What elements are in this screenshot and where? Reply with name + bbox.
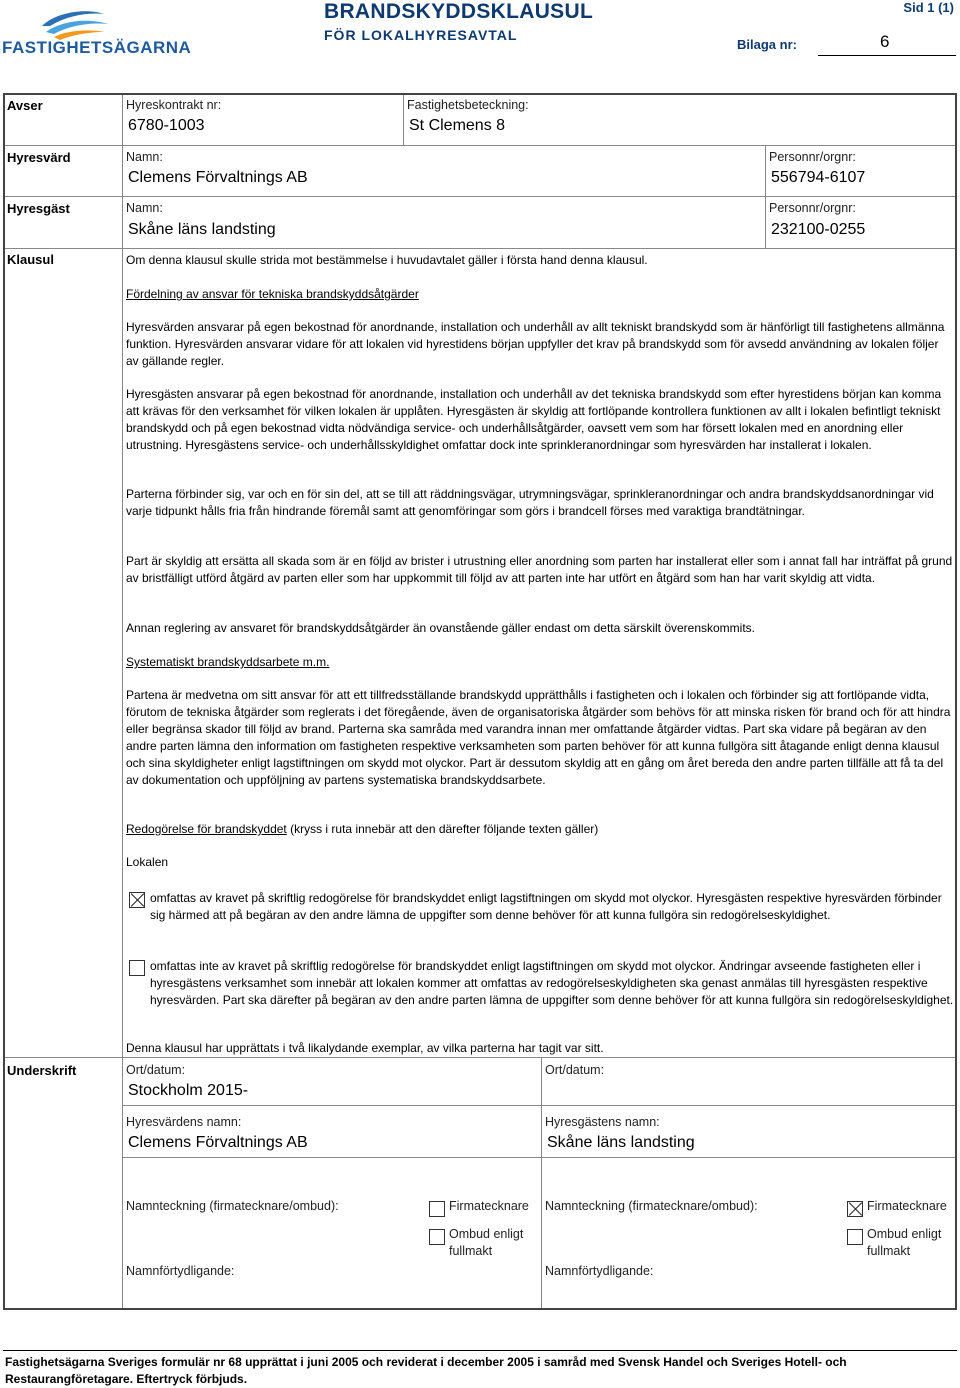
option-not-required-checkbox[interactable]	[129, 960, 145, 976]
copies-text: Denna klausul har upprättats i två likalydande exemplar, av vilka parterna har tagit var sitt.	[126, 1041, 604, 1055]
property-field[interactable]: St Clemens 8	[409, 117, 506, 134]
clause-precedence-text: Om denna klausul skulle strida mot bestämmelse i huvudavtalet gäller i första hand denna klausul.	[126, 253, 648, 267]
section-avser: Avser	[7, 98, 43, 113]
footer-divider	[3, 1350, 957, 1351]
section-underskrift: Underskrift	[7, 1063, 77, 1078]
tenant-firmatecknare-checkbox[interactable]	[847, 1201, 863, 1217]
tenant-clarification-label: Namnförtydligande:	[545, 1264, 654, 1278]
landlord-responsibility-text: Hyresvärden ansvarar på egen bekostnad för anordnande, installation och underhåll av allt tekniskt brandskydd som är hänförligt till fastighetens allmänna funktion. Hyresvärden ansvarar vidare för att lokalen vid hyrestidens början uppfyller det krav på brandskydd som för avsedd användning av lokalen följer av gällande regler.	[126, 320, 945, 368]
systematic-work-text: Partena är medvetna om sitt ansvar för att ett tillfredsställande brandskydd upprätthålls i fastigheten och i lokalen och förbinder sig att fortlöpande vidta, förutom de tekniska åtgärder som reglerats i det föregående, även de organisatoriska åtgärder som behövs för att minska risken för brand och för att hindra eller begränsa skador till följd av brand. Parterna ska samråda med varandra innan mer omfattande åtgärder vidtas. Part ska vidare på begäran av den andre parten lämna den information om fastigheten respektive verksamheten som parten behöver för att kunna fullgöra sitt åtagande enligt denna klausul och sina skyldigheter enligt lagstiftningen om skydd mot olyckor. Part är dessutom skyldig att en gång om året bereda den andre parten tillfälle att få ta del av dokumentation och uppföljning av partens systematiska brandskyddsarbete.	[126, 688, 951, 787]
document-title: BRANDSKYDDSKLAUSUL	[324, 0, 594, 23]
landlord-place-label: Ort/datum:	[126, 1063, 186, 1077]
contract-label: Hyreskontrakt nr:	[126, 98, 222, 112]
bilaga-underline	[818, 55, 956, 56]
avser-divider	[403, 95, 404, 145]
row-divider	[5, 1057, 955, 1058]
tenant-signer-field[interactable]: Skåne läns landsting	[547, 1134, 695, 1151]
landlord-clarification-label: Namnförtydligande:	[126, 1264, 235, 1278]
document-subtitle: FÖR LOKALHYRESAVTAL	[324, 27, 518, 43]
label-column-divider	[122, 95, 123, 1308]
landlord-signer-field[interactable]: Clemens Förvaltnings AB	[128, 1134, 308, 1151]
section-hyresvard: Hyresvärd	[7, 150, 71, 165]
tenant-name-field[interactable]: Skåne läns landsting	[128, 221, 276, 238]
lokalen-label: Lokalen	[126, 855, 169, 869]
party-id-divider	[765, 146, 766, 248]
bilaga-field[interactable]: 6	[880, 32, 890, 51]
option-required-checkbox[interactable]	[129, 892, 145, 908]
tenant-signature-label: Namnteckning (firmatecknare/ombud):	[545, 1199, 758, 1213]
tenant-responsibility-text: Hyresgästen ansvarar på egen bekostnad för anordnande, installation och underhåll av det tekniska brandskydd som efter hyrestidens början kan komma att krävas för den verksamhet för vilken lokalen är upplåten. Hyresgästen är skyldig att fortlöpande kontrollera funktionen av allt i lokalen befintligt tekniskt brandskydd och på egen bekostnad vidta nödvändiga service- och underhållsåtgärder, oavsett vem som har försett lokalen med en anordning eller utrustning. Hyresgästens service- och underhållsskyldighet omfattar dock inte sprinkleranordningar som hyresvärden har installerat i lokalen.	[126, 387, 942, 452]
tenant-id-field[interactable]: 232100-0255	[771, 221, 866, 238]
row-divider	[5, 248, 955, 249]
other-regulation-text: Annan reglering av ansvaret för brandskyddsåtgärder än ovanstående gäller endast om detta särskilt överenskommits.	[126, 621, 756, 635]
landlord-signer-label: Hyresvärdens namn:	[126, 1115, 242, 1129]
landlord-name-label: Namn:	[126, 150, 163, 164]
section-klausul: Klausul	[7, 252, 54, 267]
damages-text: Part är skyldig att ersätta all skada som är en följd av brister i utrustning eller anordning som parten har installerat eller som i annat fall har inträffat på grund av bristfälligt utförd åtgärd av parten eller som har uppkommit till följd av att parten inte har utfört en åtgärd som han har varit skyldig att vidta.	[126, 554, 953, 585]
landlord-firmatecknare-checkbox[interactable]	[429, 1201, 445, 1217]
row-divider	[5, 145, 955, 146]
logo-text: FASTIGHETSÄGARNA	[2, 38, 192, 57]
row-divider	[5, 196, 955, 197]
signature-divider	[541, 1058, 542, 1308]
footer-text: Fastighetsägarna Sveriges formulär nr 68 upprättat i juni 2005 och reviderat i december 2005 i samråd med Svensk Handel och Sveriges Hotell- och Restaurangföretagare. Eftertryck förbjuds.	[5, 1355, 847, 1386]
landlord-id-field[interactable]: 556794-6107	[771, 169, 866, 186]
landlord-ombud-checkbox[interactable]	[429, 1229, 445, 1245]
heading-account-note: (kryss i ruta innebär att den därefter följande texten gäller)	[286, 822, 599, 836]
row-divider	[123, 1105, 955, 1106]
bilaga-label: Bilaga nr:	[737, 37, 797, 52]
section-hyresgast: Hyresgäst	[7, 201, 70, 216]
page-number: Sid 1 (1)	[903, 0, 954, 15]
heading-account-underlined: Redogörelse för brandskyddet	[126, 822, 287, 836]
escape-routes-text: Parterna förbinder sig, var och en för sin del, att se till att räddningsvägar, utrymningsvägar, sprinkleranordningar och andra brandskyddsanordningar vid varje tidpunkt hålls fria från hindrande föremål samt att genomföringar som görs i brandcell förses med varaktiga brandtätningar.	[126, 487, 934, 518]
tenant-name-label: Namn:	[126, 201, 163, 215]
tenant-ombud-checkbox[interactable]	[847, 1229, 863, 1245]
contract-number-field[interactable]: 6780-1003	[128, 117, 205, 134]
landlord-name-field[interactable]: Clemens Förvaltnings AB	[128, 169, 308, 186]
tenant-id-label: Personnr/orgnr:	[769, 201, 856, 215]
property-label: Fastighetsbeteckning:	[407, 98, 529, 112]
row-divider	[123, 1157, 955, 1158]
landlord-signature-label: Namnteckning (firmatecknare/ombud):	[126, 1199, 339, 1213]
option-not-required-text: omfattas inte av kravet på skriftlig redogörelse för brandskyddet enligt lagstiftningen om skydd mot olyckor. Ändringar avseende fastigheten eller i hyresgästens verksamhet som innebär att lokalen kommer att omfattas av redogörelseskyldigheten ska genast anmälas till hyresgästen respektive hyresvärden. Part ska därefter på begäran av den andre parten lämna de uppgifter som denne behöver för att kunna fullgöra sin redogörelseskyldighet.	[150, 959, 954, 1007]
landlord-firmatecknare-label: Firmatecknare	[449, 1199, 529, 1213]
heading-responsibility: Fördelning av ansvar för tekniska brandskyddsåtgärder	[126, 287, 419, 301]
heading-systematic: Systematiskt brandskyddsarbete m.m.	[126, 655, 330, 669]
tenant-ombud-label: Ombud enligt fullmakt	[867, 1227, 942, 1258]
heading-account	[126, 821, 954, 838]
landlord-id-label: Personnr/orgnr:	[769, 150, 856, 164]
tenant-signer-label: Hyresgästens namn:	[545, 1115, 660, 1129]
option-required-text: omfattas av kravet på skriftlig redogörelse för brandskyddet enligt lagstiftningen om skydd mot olyckor. Hyresgästen respektive hyresvärden förbinder sig härmed att på begäran av den andre lämna de uppgifter som denne behöver för att kunna fullgöra sin redogörelseskyldighet.	[150, 891, 942, 922]
landlord-ombud-label: Ombud enligt fullmakt	[449, 1227, 524, 1258]
tenant-place-label: Ort/datum:	[545, 1063, 605, 1077]
tenant-place-field[interactable]	[547, 1082, 947, 1102]
landlord-place-field[interactable]: Stockholm 2015-	[128, 1082, 249, 1099]
tenant-firmatecknare-label: Firmatecknare	[867, 1199, 947, 1213]
